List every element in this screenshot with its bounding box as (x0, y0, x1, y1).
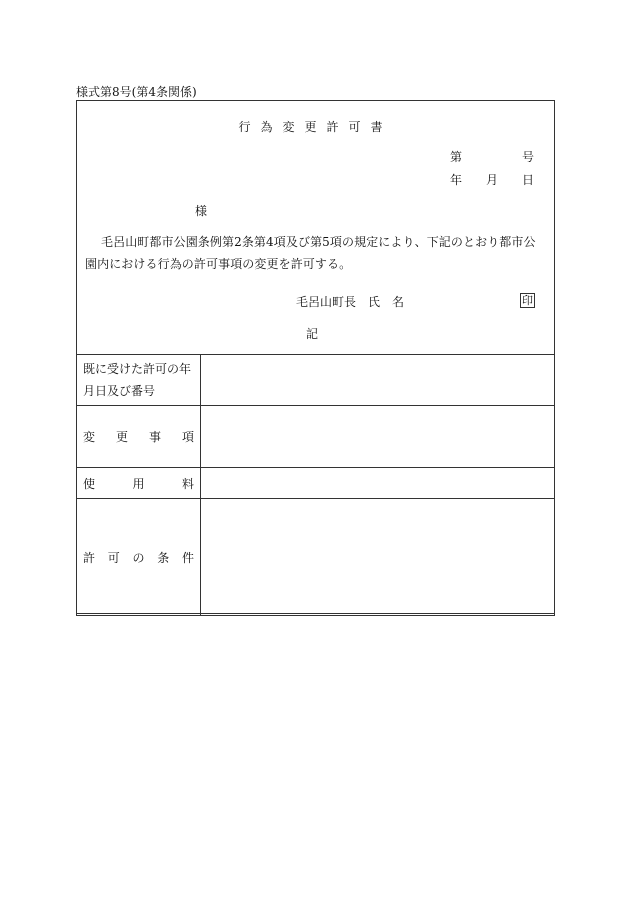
label-char: 更 (115, 430, 128, 444)
permit-document-frame (76, 100, 555, 614)
label-char: 可 (107, 550, 120, 565)
body-text: 毛呂山町都市公園条例第2条第4項及び第5項の規定により、下記のとおり都市公園内における行為の許可事項の変更を許可する。 (85, 235, 536, 271)
label-char: 条 (157, 550, 170, 565)
label-char: 変 (83, 430, 96, 444)
row-value-permit-conditions[interactable] (201, 499, 555, 616)
label-char: 料 (181, 476, 194, 491)
issuer-name-label: 毛呂山町長 氏 名 (296, 295, 405, 309)
table-row (77, 499, 555, 616)
label-char: 使 (83, 476, 96, 491)
ki-label: 記 (306, 327, 319, 341)
label-char: 項 (181, 430, 194, 444)
table-row (77, 468, 555, 499)
table-row (77, 355, 555, 406)
form-number-label: 様式第8号(第4条関係) (76, 85, 197, 99)
addressee-suffix: 様 (195, 204, 208, 218)
document-title: 行為変更許可書 (238, 120, 393, 134)
row-value-change-items[interactable] (201, 406, 555, 468)
label-char: 許 (83, 550, 96, 565)
seal-mark: 印 (522, 294, 533, 307)
row-value-usage-fee[interactable] (201, 468, 555, 499)
table-row (77, 406, 555, 468)
number-prefix: 第 (450, 150, 463, 164)
row-label-change-items (77, 406, 201, 468)
date-month-label: 月 (486, 173, 499, 187)
date-day-label: 日 (522, 173, 535, 187)
label-char: 件 (181, 550, 194, 565)
spread-label (83, 549, 194, 566)
spread-label (83, 475, 194, 492)
row-label-permit-conditions (77, 499, 201, 616)
label-char: の (132, 550, 145, 565)
permit-items-table (76, 354, 555, 616)
row-value-prior-permit[interactable] (201, 355, 555, 406)
spread-label (83, 428, 194, 445)
number-suffix: 号 (522, 150, 535, 164)
row-label-prior-permit: 既に受けた許可の年月日及び番号 (77, 355, 201, 406)
date-year-label: 年 (450, 173, 463, 187)
label-char: 事 (148, 430, 161, 444)
row-label-usage-fee (77, 468, 201, 499)
label-char: 用 (132, 476, 145, 491)
